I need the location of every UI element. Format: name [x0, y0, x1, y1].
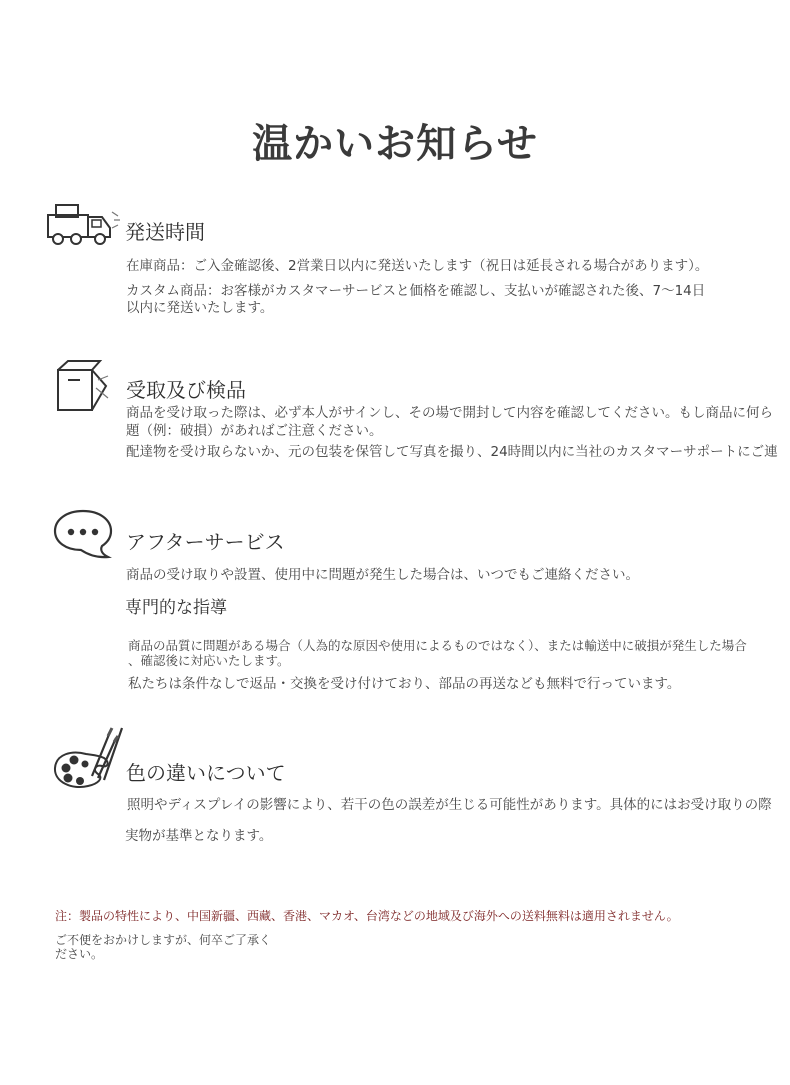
- aftersales-text-2-cont: 、確認後に対応いたします。: [128, 653, 290, 668]
- apology-note: ご不便をおかけしますが、何卒ご了承く: [55, 933, 272, 947]
- color-heading: 色の違いについて: [126, 761, 286, 785]
- paint-palette-icon: [52, 724, 124, 792]
- aftersales-heading: アフターサービス: [126, 530, 285, 554]
- aftersales-text-1: 商品の受け取りや設置、使用中に問題が発生した場合は、いつでもご連絡ください。: [126, 567, 639, 583]
- inspection-text-1: 商品を受け取った際は、必ず本人がサインし、その場で開封して内容を確認してください。もし商品に何ら: [126, 405, 774, 421]
- delivery-truck-icon: [46, 202, 124, 248]
- aftersales-text-2: 商品の品質に問題がある場合（人為的な原因や使用によるものではなく）、または輸送中に破損が発生した場合: [128, 638, 747, 653]
- shipping-heading: 発送時間: [125, 220, 205, 244]
- color-text-2: 実物が基準となります。: [125, 828, 273, 844]
- shipping-note: 注：製品の特性により、中国新疆、西藏、香港、マカオ、台湾などの地域及び海外への送料無料は適用されません。: [55, 909, 679, 923]
- shipping-custom-text: カスタム商品：お客様がカスタマーサービスと価格を確認し、支払いが確認された後、7～14日: [126, 283, 706, 299]
- inspection-text-1-cont: 題（例：破損）があればご注意ください。: [126, 423, 383, 439]
- aftersales-text-3: 私たちは条件なしで返品・交換を受け付けており、部品の再送なども無料で行っています。: [128, 676, 681, 692]
- page-title: 温かいお知らせ: [252, 121, 538, 167]
- color-text-1: 照明やディスプレイの影響により、若干の色の誤差が生じる可能性があります。具体的にはお受け取りの際: [127, 797, 772, 813]
- shipping-stock-text: 在庫商品：ご入金確認後、2営業日以内に発送いたします（祝日は延長される場合があります）。: [126, 258, 709, 274]
- speech-bubble-icon: [52, 508, 114, 560]
- apology-note-cont: ださい。: [55, 947, 104, 961]
- open-box-icon: [52, 358, 112, 416]
- inspection-heading: 受取及び検品: [126, 378, 246, 402]
- inspection-text-2: 配達物を受け取らないか、元の包装を保管して写真を撮り、24時間以内に当社のカスタマーサポートにご連: [126, 444, 778, 460]
- aftersales-subheading: 専門的な指導: [125, 598, 227, 618]
- shipping-custom-text-cont: 以内に発送いたします。: [126, 300, 274, 316]
